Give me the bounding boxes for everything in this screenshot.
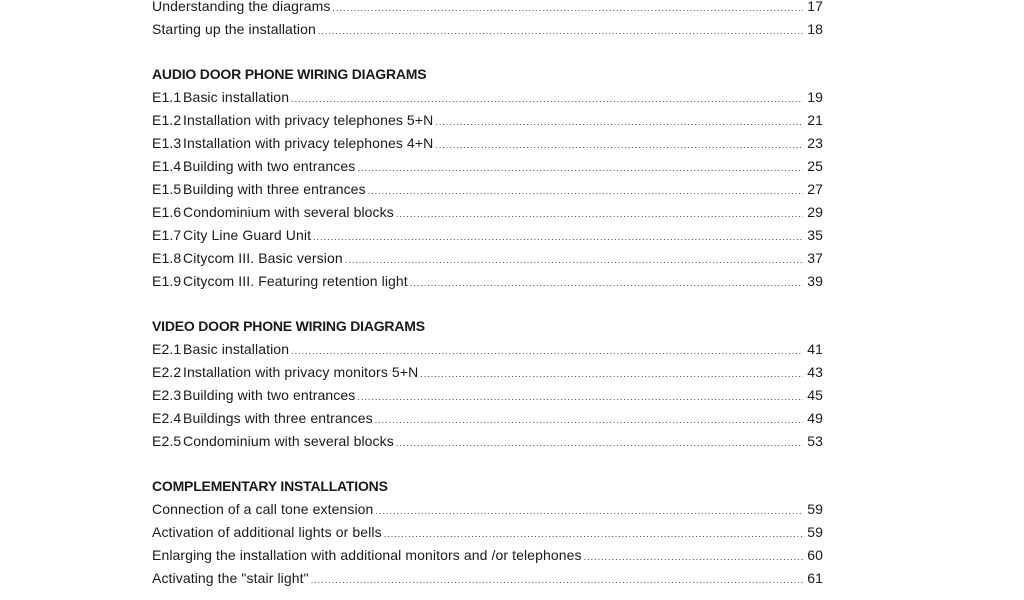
dot-leader bbox=[318, 20, 803, 43]
toc-page-number: 35 bbox=[807, 227, 823, 243]
toc-entry bbox=[152, 0, 823, 18]
toc-page-number: 27 bbox=[807, 181, 823, 197]
toc-entry-number: E2.4 bbox=[152, 410, 182, 426]
dot-leader bbox=[291, 88, 803, 111]
dot-leader bbox=[357, 386, 803, 409]
toc-page-number: 21 bbox=[807, 112, 823, 128]
toc-entry-number: E1.7 bbox=[152, 227, 182, 243]
toc-entry-label: City Line Guard Unit bbox=[183, 227, 312, 243]
toc-entry-label: Condominium with several blocks bbox=[183, 433, 394, 449]
toc-entry-number: E1.1 bbox=[152, 89, 182, 105]
toc-page-number: 25 bbox=[807, 158, 823, 174]
toc-entry-number: E1.5 bbox=[152, 181, 182, 197]
dot-leader bbox=[357, 157, 803, 180]
toc-entry-number: E1.6 bbox=[152, 204, 182, 220]
dot-leader bbox=[435, 134, 803, 157]
toc-page-number: 49 bbox=[807, 410, 823, 426]
dot-leader bbox=[435, 111, 803, 134]
toc-entry bbox=[152, 155, 823, 178]
toc-entry bbox=[152, 86, 823, 109]
toc-entry-label: Installation with privacy telephones 5+N bbox=[183, 112, 434, 128]
section-heading: COMPLEMENTARY INSTALLATIONS bbox=[152, 478, 388, 494]
dot-leader bbox=[375, 409, 803, 432]
toc-section-complementary bbox=[152, 475, 823, 590]
toc-entry-number: E2.1 bbox=[152, 341, 182, 357]
toc-entry-label: Citycom III. Featuring retention light bbox=[183, 273, 408, 289]
toc-entry bbox=[152, 18, 823, 41]
toc-entry-number: E2.3 bbox=[152, 387, 182, 403]
toc-entry-label: Basic installation bbox=[183, 341, 290, 357]
table-of-contents bbox=[152, 0, 823, 590]
toc-entry-label: Installation with privacy telephones 4+N bbox=[183, 135, 434, 151]
dot-leader bbox=[384, 523, 804, 546]
toc-page-number: 17 bbox=[807, 0, 823, 14]
toc-entry bbox=[152, 544, 823, 567]
toc-entry bbox=[152, 224, 823, 247]
toc-page-number: 53 bbox=[807, 433, 823, 449]
toc-entry-label: Activation of additional lights or bells bbox=[152, 524, 382, 540]
toc-entry bbox=[152, 178, 823, 201]
toc-intro bbox=[152, 0, 823, 41]
toc-entry bbox=[152, 384, 823, 407]
toc-page-number: 18 bbox=[807, 21, 823, 37]
toc-entry-number: E1.8 bbox=[152, 250, 182, 266]
toc-entry bbox=[152, 109, 823, 132]
toc-entry-number: E1.4 bbox=[152, 158, 182, 174]
toc-page-number: 41 bbox=[807, 341, 823, 357]
toc-page-number: 61 bbox=[807, 570, 823, 586]
toc-entry bbox=[152, 132, 823, 155]
toc-page-number: 59 bbox=[807, 524, 823, 540]
dot-leader bbox=[313, 226, 803, 249]
dot-leader bbox=[345, 249, 803, 272]
toc-entry bbox=[152, 407, 823, 430]
toc-section-video bbox=[152, 315, 823, 453]
toc-entry-label: Understanding the diagrams bbox=[152, 0, 331, 14]
dot-leader bbox=[311, 569, 804, 592]
toc-entry-label: Building with three entrances bbox=[183, 181, 366, 197]
toc-entry bbox=[152, 338, 823, 361]
toc-page-number: 29 bbox=[807, 204, 823, 220]
toc-page-number: 60 bbox=[807, 547, 823, 563]
dot-leader bbox=[368, 180, 804, 203]
toc-entry-label: Condominium with several blocks bbox=[183, 204, 394, 220]
dot-leader bbox=[291, 340, 803, 363]
toc-entry-number: E2.5 bbox=[152, 433, 182, 449]
toc-entry bbox=[152, 247, 823, 270]
toc-page-number: 43 bbox=[807, 364, 823, 380]
toc-entry bbox=[152, 270, 823, 293]
toc-entry-label: Citycom III. Basic version bbox=[183, 250, 343, 266]
toc-section-audio bbox=[152, 63, 823, 293]
section-heading: VIDEO DOOR PHONE WIRING DIAGRAMS bbox=[152, 318, 425, 334]
dot-leader bbox=[584, 546, 804, 569]
toc-entry-label: Activating the "stair light" bbox=[152, 570, 309, 586]
toc-page-number: 45 bbox=[807, 387, 823, 403]
toc-entry-number: E2.2 bbox=[152, 364, 182, 380]
section-heading: AUDIO DOOR PHONE WIRING DIAGRAMS bbox=[152, 66, 427, 82]
toc-entry bbox=[152, 521, 823, 544]
toc-entry-label: Installation with privacy monitors 5+N bbox=[183, 364, 419, 380]
toc-entry-label: Enlarging the installation with additional monitors and /or telephones bbox=[152, 547, 582, 563]
toc-page-number: 39 bbox=[807, 273, 823, 289]
dot-leader bbox=[396, 203, 803, 226]
toc-entry-label: Building with two entrances bbox=[183, 387, 356, 403]
toc-entry-label: Buildings with three entrances bbox=[183, 410, 373, 426]
dot-leader bbox=[410, 272, 803, 295]
toc-entry-number: E1.2 bbox=[152, 112, 182, 128]
toc-entry-label: Basic installation bbox=[183, 89, 290, 105]
dot-leader bbox=[375, 500, 803, 523]
dot-leader bbox=[420, 363, 803, 386]
toc-page-number: 59 bbox=[807, 501, 823, 517]
toc-entry bbox=[152, 567, 823, 590]
toc-page-number: 23 bbox=[807, 135, 823, 151]
toc-entry bbox=[152, 430, 823, 453]
toc-entry-label: Connection of a call tone extension bbox=[152, 501, 374, 517]
toc-entry bbox=[152, 201, 823, 224]
toc-entry bbox=[152, 498, 823, 521]
toc-page-number: 19 bbox=[807, 89, 823, 105]
dot-leader bbox=[396, 432, 803, 455]
toc-entry-label: Building with two entrances bbox=[183, 158, 356, 174]
toc-entry-number: E1.3 bbox=[152, 135, 182, 151]
toc-entry bbox=[152, 361, 823, 384]
dot-leader bbox=[332, 0, 803, 20]
toc-page-number: 37 bbox=[807, 250, 823, 266]
toc-entry-label: Starting up the installation bbox=[152, 21, 316, 37]
toc-entry-number: E1.9 bbox=[152, 273, 182, 289]
